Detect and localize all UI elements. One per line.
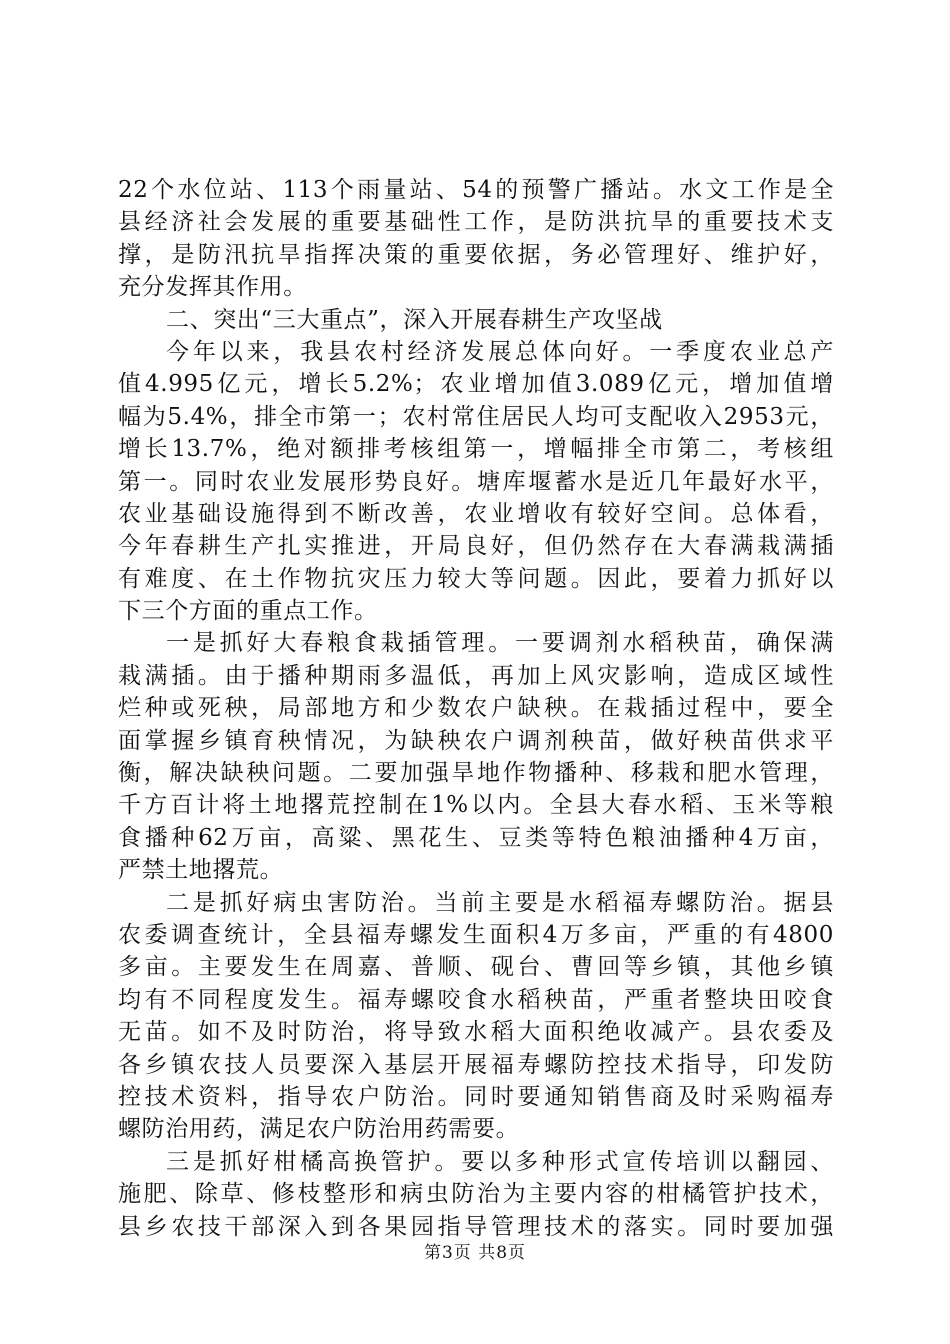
text-line: 农业基础设施得到不断改善，农业增收有较好空间。总体看， [118, 500, 834, 527]
text-line: 控技术资料，指导农户防治。同时要通知销售商及时采购福寿 [118, 1083, 834, 1110]
text-line: 严禁土地撂荒。 [118, 857, 284, 884]
page-footer: 第3页 共8页 [423, 1243, 527, 1263]
text-line: 今年以来，我县农村经济发展总体向好。一季度农业总产 [166, 338, 834, 365]
text-line: 千方百计将土地撂荒控制在1%以内。全县大春水稻、玉米等粮 [118, 792, 834, 819]
text-line: 螺防治用药，满足农户防治用药需要。 [118, 1116, 520, 1143]
text-line: 施肥、除草、修枝整形和病虫防治为主要内容的柑橘管护技术， [118, 1181, 834, 1208]
text-line: 值4.995亿元，增长5.2%；农业增加值3.089亿元，增加值增 [118, 371, 834, 398]
text-line: 第一。同时农业发展形势良好。塘库堰蓄水是近几年最好水平， [118, 468, 834, 495]
text-line: 烂种或死秧，局部地方和少数农户缺秧。在栽插过程中，要全 [118, 695, 834, 722]
text-line: 县经济社会发展的重要基础性工作，是防洪抗旱的重要技术支 [118, 209, 834, 236]
text-line: 多亩。主要发生在周嘉、普顺、砚台、曹回等乡镇，其他乡镇 [118, 954, 834, 981]
text-line: 农委调查统计，全县福寿螺发生面积4万多亩，严重的有4800 [118, 921, 834, 948]
text-line: 食播种62万亩，高粱、黑花生、豆类等特色粮油播种4万亩， [118, 824, 834, 851]
text-line: 充分发挥其作用。 [118, 274, 307, 301]
text-line: 栽满插。由于播种期雨多温低，再加上风灾影响，造成区域性 [118, 662, 834, 689]
text-line: 幅为5.4%，排全市第一；农村常住居民人均可支配收入2953元， [118, 403, 834, 430]
text-line: 有难度、在土作物抗灾压力较大等问题。因此，要着力抓好以 [118, 565, 834, 592]
text-line: 均有不同程度发生。福寿螺咬食水稻秧苗，严重者整块田咬食 [118, 986, 834, 1013]
text-line: 三是抓好柑橘高换管护。要以多种形式宣传培训以翻园、 [166, 1148, 834, 1175]
text-line: 22个水位站、113个雨量站、54的预警广播站。水文工作是全 [118, 177, 834, 203]
text-line: 面掌握乡镇育秧情况，为缺秧农户调剂秧苗，做好秧苗供求平 [118, 727, 834, 754]
text-line: 二是抓好病虫害防治。当前主要是水稻福寿螺防治。据县 [166, 889, 834, 916]
text-line: 撑，是防汛抗旱指挥决策的重要依据，务必管理好、维护好， [118, 241, 834, 268]
text-line: 增长13.7%，绝对额排考核组第一，增幅排全市第二，考核组 [118, 436, 834, 463]
text-line: 一是抓好大春粮食栽插管理。一要调剂水稻秧苗，确保满 [166, 630, 834, 657]
text-line: 下三个方面的重点工作。 [118, 598, 378, 625]
text-line: 县乡农技干部深入到各果园指导管理技术的落实。同时要加强 [118, 1213, 834, 1240]
text-line: 无苗。如不及时防治，将导致水稻大面积绝收减产。县农委及 [118, 1019, 834, 1046]
text-line: 各乡镇农技人员要深入基层开展福寿螺防控技术指导，印发防 [118, 1051, 834, 1078]
document-body [118, 174, 834, 1243]
text-line: 今年春耕生产扎实推进，开局良好，但仍然存在大春满栽满插 [118, 533, 834, 560]
text-line: 衡，解决缺秧问题。二要加强旱地作物播种、移栽和肥水管理， [118, 760, 834, 787]
text-line: 二、突出“三大重点”，深入开展春耕生产攻坚战 [166, 306, 663, 333]
